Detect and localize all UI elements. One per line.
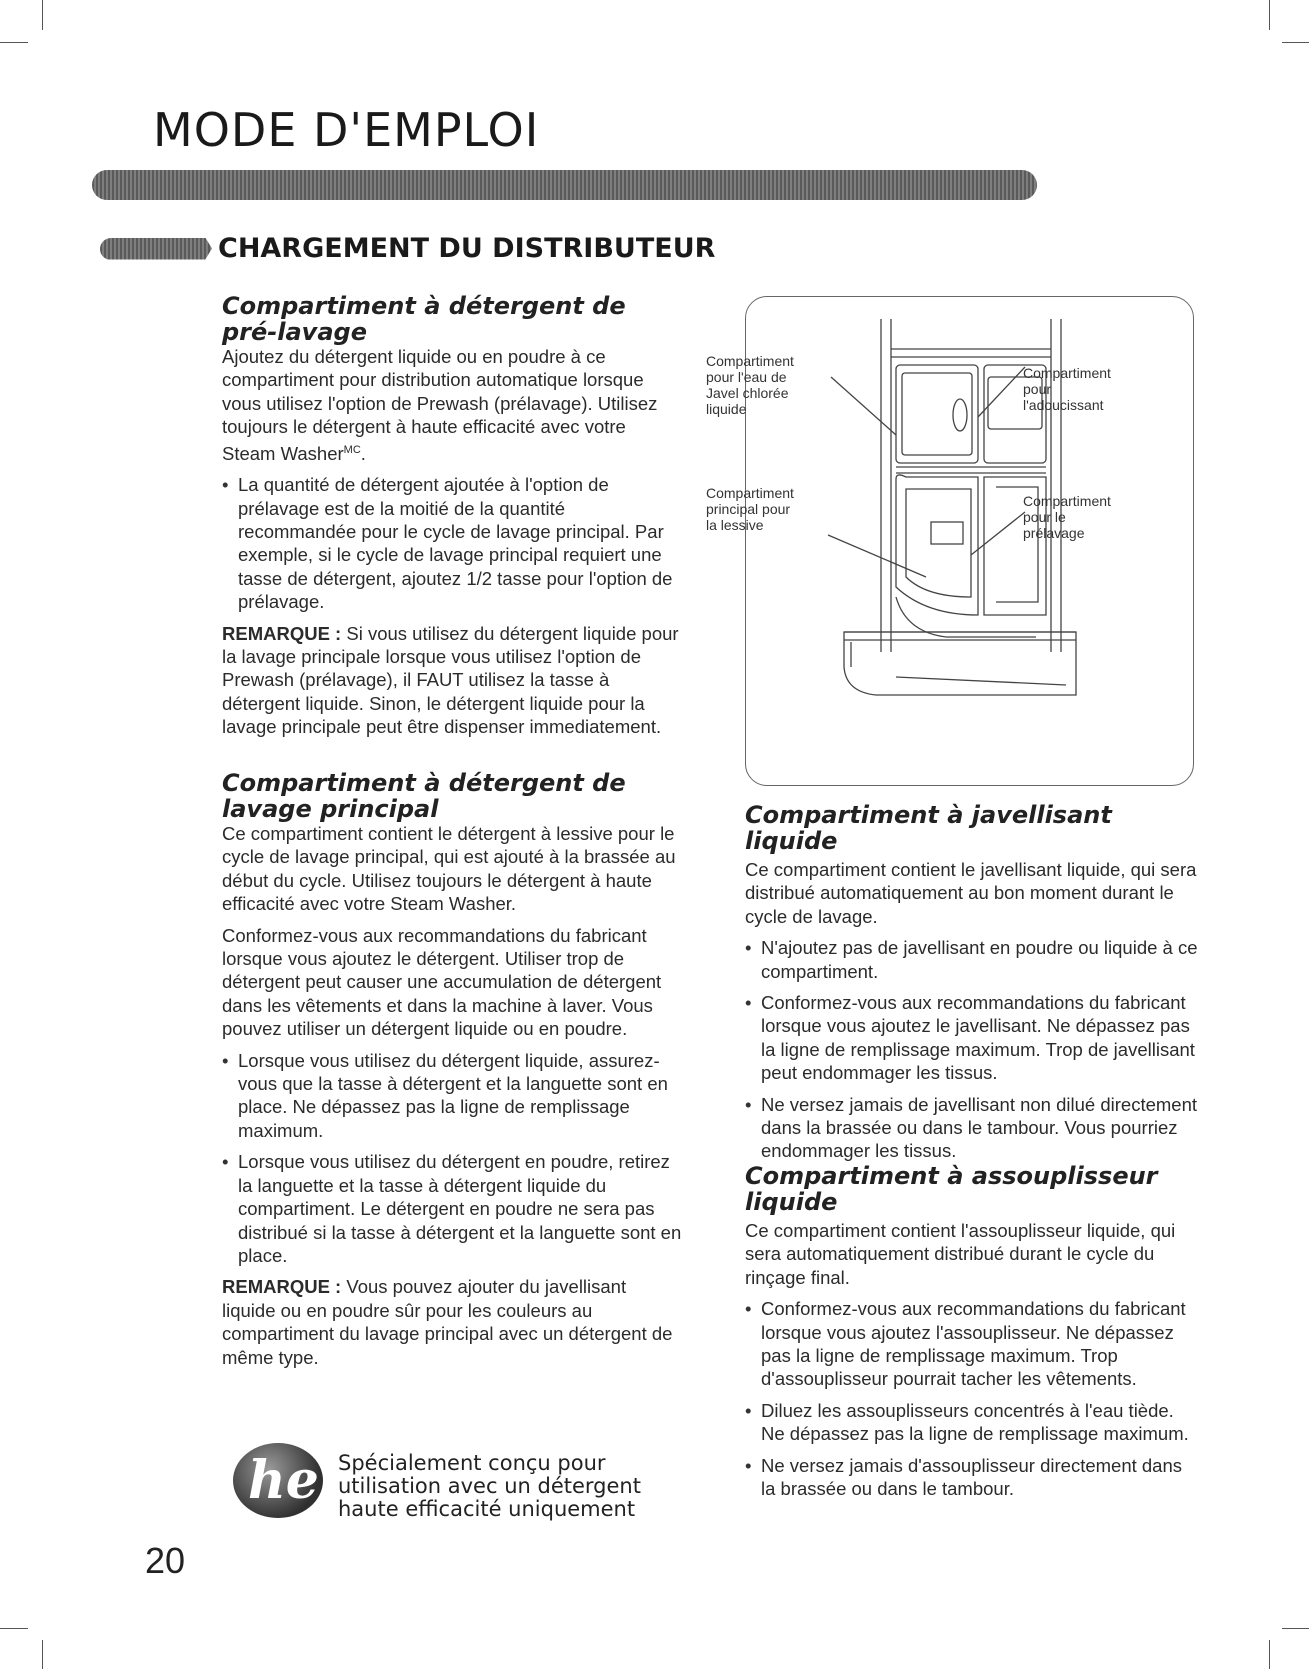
softener-section — [745, 1163, 1200, 1508]
label-line: Compartiment — [1023, 365, 1111, 381]
label-line: Compartiment — [706, 353, 794, 369]
main-wash-heading-line1: Compartiment à détergent de — [222, 769, 626, 797]
he-line2: utilisation avec un détergent — [338, 1474, 641, 1498]
main-wash-paragraph2: Conformez-vous aux recommandations du fabricant lorsque vous ajoutez le détergent. Utiliser trop de détergent peut causer une accumulation de détergent dans les vêtements et dans la machine à laver. Vous pouvez utiliser un détergent liquide ou en poudre. — [222, 924, 662, 1040]
he-line1: Spécialement conçu pour — [338, 1451, 606, 1475]
label-softener-compartment — [1023, 365, 1111, 413]
prewash-heading — [222, 293, 682, 345]
prewash-paragraph — [222, 345, 682, 465]
prewash-list — [222, 473, 682, 613]
prewash-paragraph-end: . — [360, 442, 366, 464]
section-marker — [100, 238, 212, 260]
list-item: • Conformez-vous aux recommandations du fabricant lorsque vous ajoutez l'assouplisseur. Ne dépassez pas la ligne de remplissage maximum. Trop d'assouplisseur pourrait tacher les vêtements. — [745, 1297, 1200, 1391]
prewash-section — [222, 293, 682, 747]
main-wash-section — [222, 770, 682, 1377]
dispenser-illustration — [746, 297, 1193, 785]
bleach-paragraph: Ce compartiment contient le javellisant liquide, qui sera distribué automatiquement au bon moment durant le cycle de lavage. — [745, 859, 1197, 927]
crop-mark — [0, 42, 28, 43]
page-title: MODE D'EMPLOI — [153, 103, 540, 157]
note-label: REMARQUE : — [222, 1276, 342, 1298]
bleach-list — [745, 936, 1200, 1163]
label-line: prélavage — [1023, 525, 1085, 541]
softener-paragraph: Ce compartiment contient l'assouplisseur liquide, qui sera automatiquement distribué durant le cycle du rinçage final. — [745, 1220, 1176, 1288]
crop-mark — [1282, 1628, 1309, 1629]
prewash-paragraph-text: Ajoutez du détergent liquide ou en poudre à ce compartiment pour distribution automatique lorsque vous utilisez l'option de Prewash (prélavage). Utilisez toujours le détergent à haute efficacité avec votre Steam Washer — [222, 346, 658, 464]
main-wash-heading — [222, 770, 682, 822]
label-line: principal pour — [706, 501, 791, 517]
crop-mark — [1269, 0, 1270, 30]
he-logo-glyph: he — [248, 1450, 319, 1511]
main-wash-note — [222, 1275, 682, 1369]
prewash-heading-line1: Compartiment à détergent de — [222, 292, 626, 320]
bleach-section — [745, 802, 1200, 1171]
prewash-note — [222, 622, 682, 739]
prewash-heading-line2: pré-lavage — [222, 318, 367, 346]
list-item: • N'ajoutez pas de javellisant en poudre ou liquide à ce compartiment. — [745, 936, 1200, 983]
section-title: CHARGEMENT DU DISTRIBUTEUR — [218, 233, 716, 264]
label-line: l'adoucissant — [1023, 397, 1104, 413]
label-line: pour le — [1023, 509, 1066, 525]
label-line: la lessive — [706, 517, 764, 533]
crop-mark — [42, 0, 43, 30]
softener-list — [745, 1297, 1200, 1500]
dispenser-figure — [706, 296, 1194, 786]
crop-mark — [42, 1640, 43, 1669]
label-line: pour — [1023, 381, 1052, 397]
section-header — [100, 233, 715, 264]
he-logo-text — [338, 1452, 641, 1521]
list-item: • La quantité de détergent ajoutée à l'option de prélavage est de la moitié de la quantité recommandée pour le cycle de lavage principal. Par exemple, si le cycle de lavage principal requiert une tasse de détergent, ajoutez 1/2 tasse pour l'option de prélavage. — [222, 473, 682, 613]
crop-mark — [0, 1628, 28, 1629]
softener-heading: Compartiment à assouplisseur liquide — [745, 1162, 1158, 1216]
note-label: REMARQUE : — [222, 622, 342, 644]
label-line: pour l'eau de — [706, 369, 787, 385]
trademark-sup: MC — [343, 443, 361, 456]
crop-mark — [1269, 1640, 1270, 1669]
label-line: liquide — [706, 401, 747, 417]
list-item: • Diluez les assouplisseurs concentrés à l'eau tiède. Ne dépassez pas la ligne de remplissage maximum. — [745, 1399, 1200, 1446]
label-bleach-compartment — [706, 353, 794, 417]
main-wash-heading-line2: lavage principal — [222, 795, 439, 823]
list-item: • Ne versez jamais d'assouplisseur directement dans la brassée ou dans le tambour. — [745, 1454, 1200, 1501]
list-item: • Lorsque vous utilisez du détergent en poudre, retirez la languette et la tasse à détergent liquide du compartiment. Le détergent en poudre ne sera pas distribué si la tasse à détergent et la languette sont en place. — [222, 1150, 682, 1267]
title-bar — [92, 170, 1037, 200]
crop-mark — [1282, 42, 1309, 43]
bleach-heading: Compartiment à javellisant liquide — [745, 801, 1112, 855]
main-wash-paragraph1: Ce compartiment contient le détergent à lessive pour le cycle de lavage principal, qui est ajouté à la brassée au début du cycle. Utilisez toujours le détergent à haute efficacité avec votre Steam Washer. — [222, 823, 676, 915]
list-item: • Conformez-vous aux recommandations du fabricant lorsque vous ajoutez le javellisant. Ne dépassez pas la ligne de remplissage maximum. Trop de javellisant peut endommager les tissus. — [745, 991, 1200, 1085]
label-prewash-compartment — [1023, 493, 1111, 541]
list-item: • Lorsque vous utilisez du détergent liquide, assurez-vous que la tasse à détergent et la languette sont en place. Ne dépassez pas la ligne de remplissage maximum. — [222, 1049, 682, 1143]
label-line: Compartiment — [706, 485, 794, 501]
label-line: Javel chlorée — [706, 385, 789, 401]
main-wash-list — [222, 1049, 682, 1268]
note-text: Si vous utilisez du détergent liquide pour la lavage principale lorsque vous utilisez l'option de Prewash (prélavage), il FAUT utilisez la tasse à détergent liquide. Sinon, le détergent liquide pour la lavage principale peut être dispenser immediatement. — [222, 622, 679, 738]
list-item: • Ne versez jamais de javellisant non dilué directement dans la brassée ou dans le tambour. Vous pourriez endommager les tissus. — [745, 1093, 1200, 1163]
page-number: 20 — [145, 1540, 186, 1581]
he-line3: haute efficacité uniquement — [338, 1497, 636, 1521]
label-line: Compartiment — [1023, 493, 1111, 509]
note-text: Vous pouvez ajouter du javellisant liquide ou en poudre sûr pour les couleurs au compartiment du lavage principal avec un détergent de même type. — [222, 1276, 673, 1368]
label-main-compartment — [706, 485, 794, 533]
